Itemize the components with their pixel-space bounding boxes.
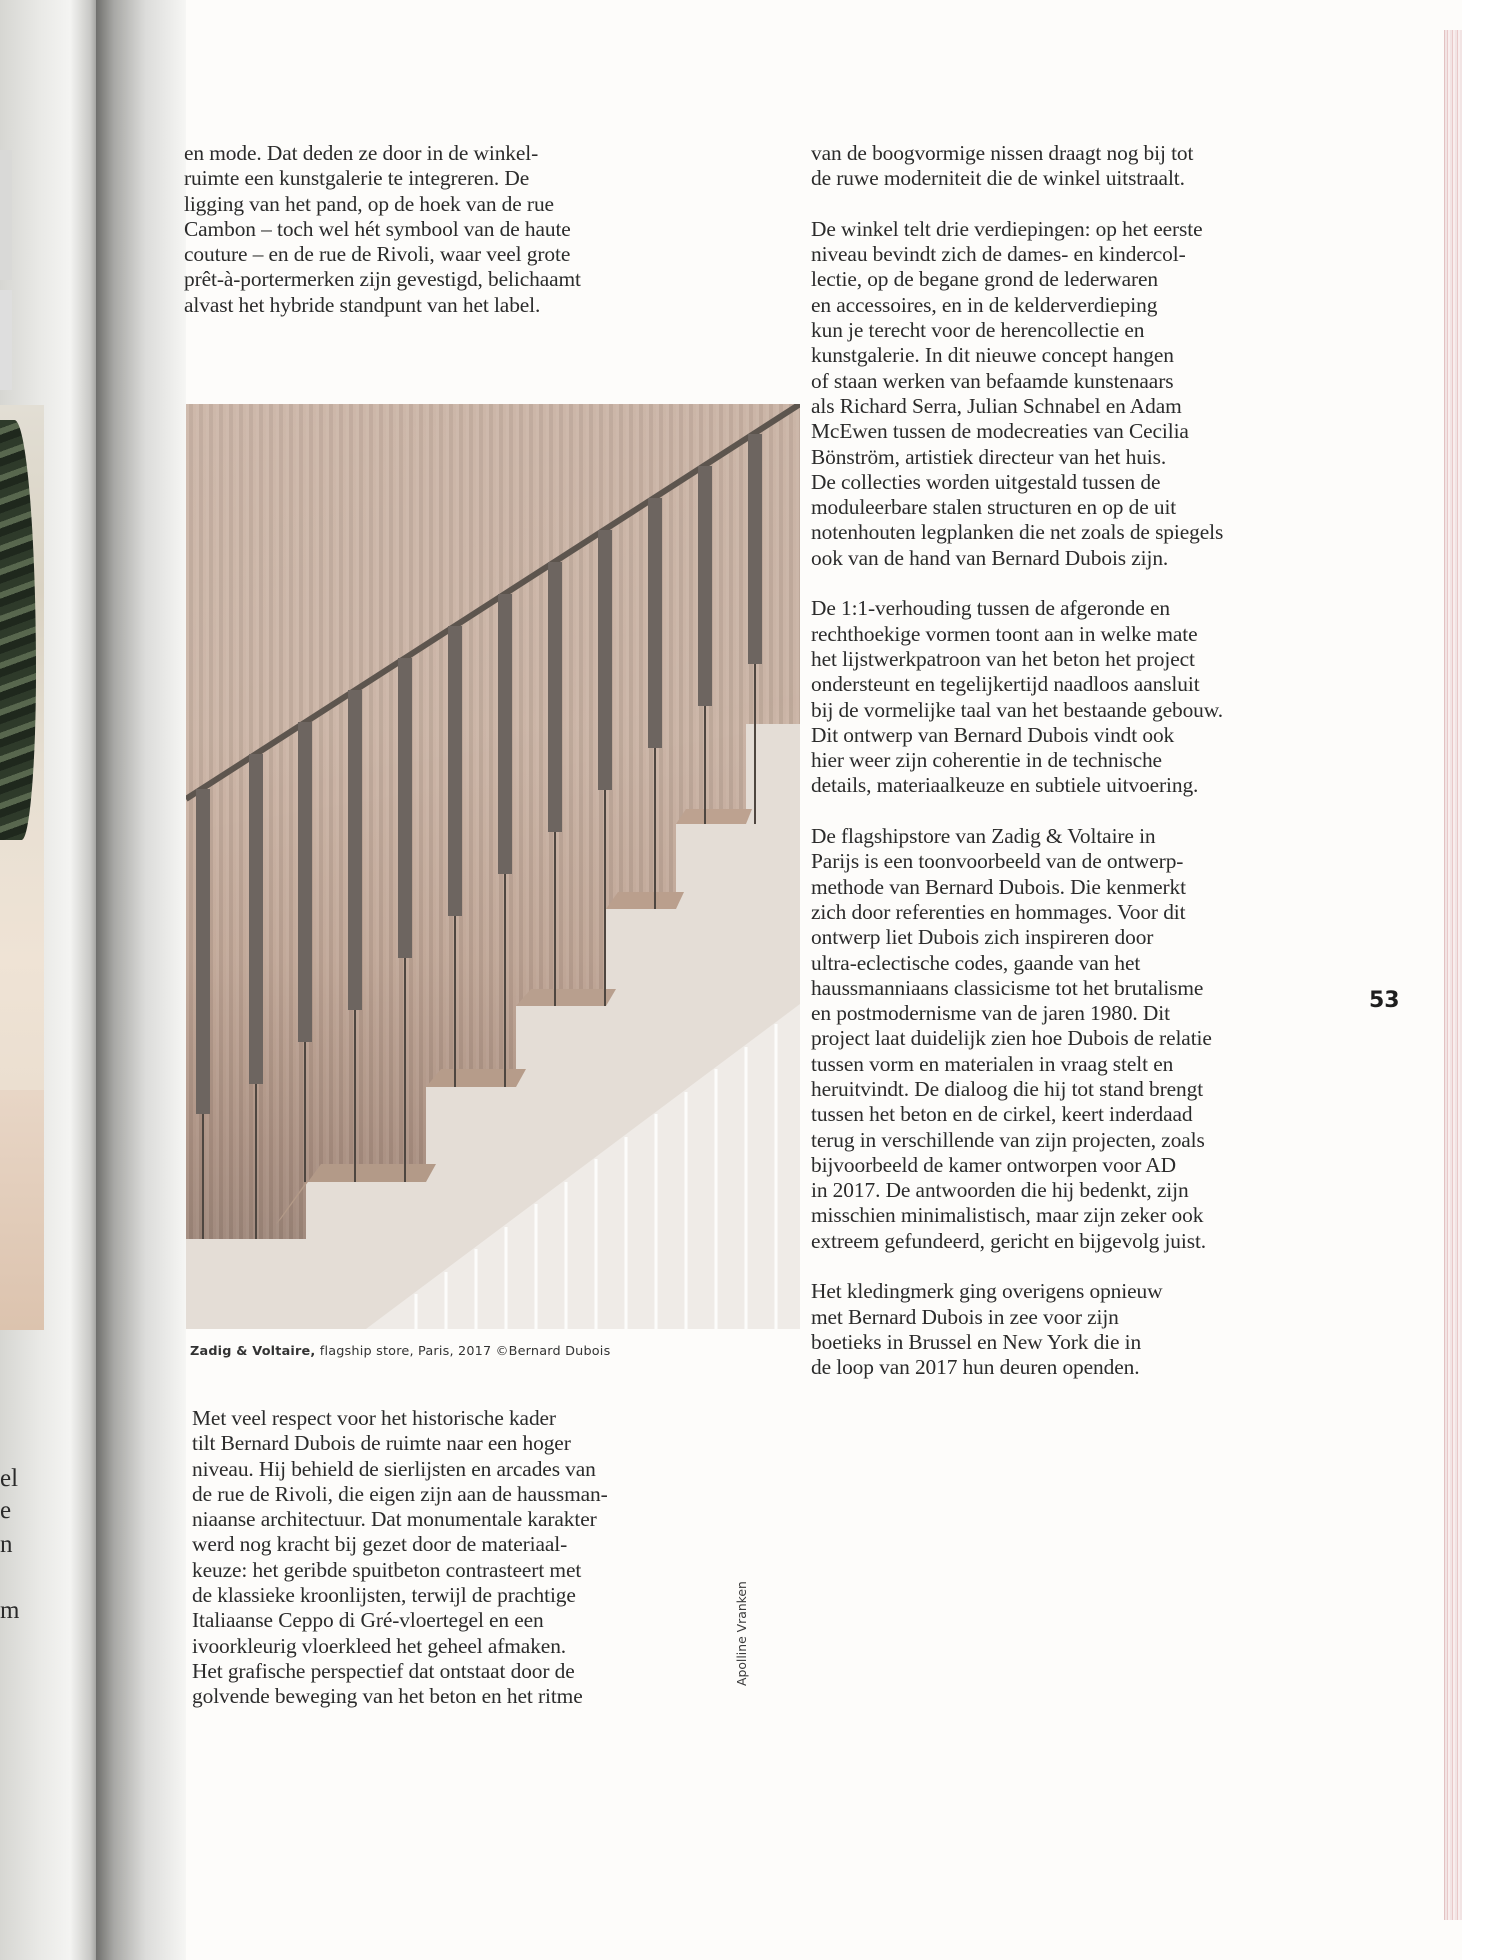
left-page-floor-image <box>0 1090 44 1330</box>
page-number: 53 <box>1369 988 1400 1013</box>
photo-caption <box>190 1344 610 1359</box>
caption-text: flagship store, Paris, 2017 ©Bernard Dubois <box>315 1344 611 1359</box>
stair-tread <box>606 892 684 909</box>
staircase-photo <box>186 404 800 1329</box>
article-column-left-bottom <box>192 1406 712 1710</box>
paragraph: en mode. Dat deden ze door in de winkel- ruimte een kunstgalerie te integreren. De ligging van het pand, op de hoek van de rue Cambon – toch wel hét symbool van de haute couture – en de rue de Rivoli, waar veel grote prêt-à-portermerken zijn gevestigd, belichaamt alvast het hybride standpunt van het label. <box>184 141 581 317</box>
left-page-text-fragment: e <box>0 1497 12 1524</box>
paragraph: Het kledingmerk ging overigens opnieuw met Bernard Dubois in zee voor zijn boetieks in Brussel en New York die in de loop van 2017 hun deuren openden. <box>811 1279 1163 1380</box>
book-gutter <box>96 0 186 1960</box>
article-column-right <box>811 141 1331 1381</box>
photo-credit: Apolline Vranken <box>734 1581 749 1686</box>
stair-tread <box>426 1069 526 1087</box>
page-stack-edge <box>1444 30 1463 1920</box>
left-page-text-fragment: m <box>0 1597 20 1624</box>
stair-tread <box>676 809 752 824</box>
paragraph: De 1:1-verhouding tussen de afgeronde en rechthoekige vormen toont aan in welke mate het lijstwerkpatroon van het beton het project ondersteunt en tegelijkertijd naadloos aansluit bij de vormelijke taal van het bestaande gebouw. Dit ontwerp van Bernard Dubois vindt ook hier weer zijn coherentie in de technische details, materiaalkeuze en subtiele uitvoering. <box>811 596 1223 798</box>
staircase-drawing <box>186 404 800 1329</box>
left-page-text-fragment: el <box>0 1465 19 1492</box>
paragraph: Met veel respect voor het historische kader tilt Bernard Dubois de ruimte naar een hoger niveau. Hij behield de sierlijsten en arcades van de rue de Rivoli, die eigen zijn aan de haussman- niaanse architectuur. Dat monumentale karakter werd nog kracht bij gezet door de materiaal- keuze: het geribde spuitbeton contrasteert met de klassieke kroonlijsten, terwijl de prachtige Italiaanse Ceppo di Gré-vloertegel en een ivoorkleurig vloerkleed het geheel afmaken. Het grafische perspectief dat ontstaat door de golvende beweging van het beton en het ritme <box>192 1406 608 1709</box>
article-column-left-top <box>184 141 654 318</box>
paragraph: De winkel telt drie verdiepingen: op het eerste niveau bevindt zich de dames- en kindercol- lectie, op de begane grond de lederwaren en accessoires, en in de kelderverdieping kun je terecht voor de herencollectie en kunstgalerie. In dit nieuwe concept hangen of staan werken van befaamde kunstenaars als Richard Serra, Julian Schnabel en Adam McEwen tussen de modecreaties van Cecilia Bönström, artistiek directeur van het huis. De collecties worden uitgestald tussen de moduleerbare stalen structuren en op de uit notenhouten legplanken die net zoals de spiegels ook van de hand van Bernard Dubois zijn. <box>811 216 1224 570</box>
left-page-letter-shape <box>0 150 12 280</box>
paragraph: van de boogvormige nissen draagt nog bij tot de ruwe moderniteit die de winkel uitstraalt. <box>811 141 1194 191</box>
left-page-letter-shape <box>0 290 12 390</box>
caption-brand: Zadig & Voltaire, <box>190 1344 316 1359</box>
stair-tread <box>516 989 616 1006</box>
left-page-text-fragment: n <box>0 1531 13 1558</box>
scan-margin <box>1462 0 1500 1960</box>
paragraph: De flagshipstore van Zadig & Voltaire in Parijs is een toonvoorbeeld van de ontwerp- methode van Bernard Dubois. Die kenmerkt zich door referenties en hommages. Voor dit ontwerp liet Dubois zich inspireren door ultra-eclectische codes, gaande van het haussmanniaans classicisme tot het brutalisme en postmodernisme van de jaren 1980. Dit project laat duidelijk zien hoe Dubois de relatie tussen vorm en materialen in vraag stelt en heruitvindt. De dialoog die hij tot stand brengt tussen het beton en de cirkel, keert inderdaad terug in verschillende van zijn projecten, zoals bijvoorbeeld de kamer ontworpen voor AD in 2017. De antwoorden die hij bedenkt, zijn misschien minimalistisch, maar zijn zeker ook extreem gefundeerd, gericht en bijgevolg juist. <box>811 824 1212 1253</box>
